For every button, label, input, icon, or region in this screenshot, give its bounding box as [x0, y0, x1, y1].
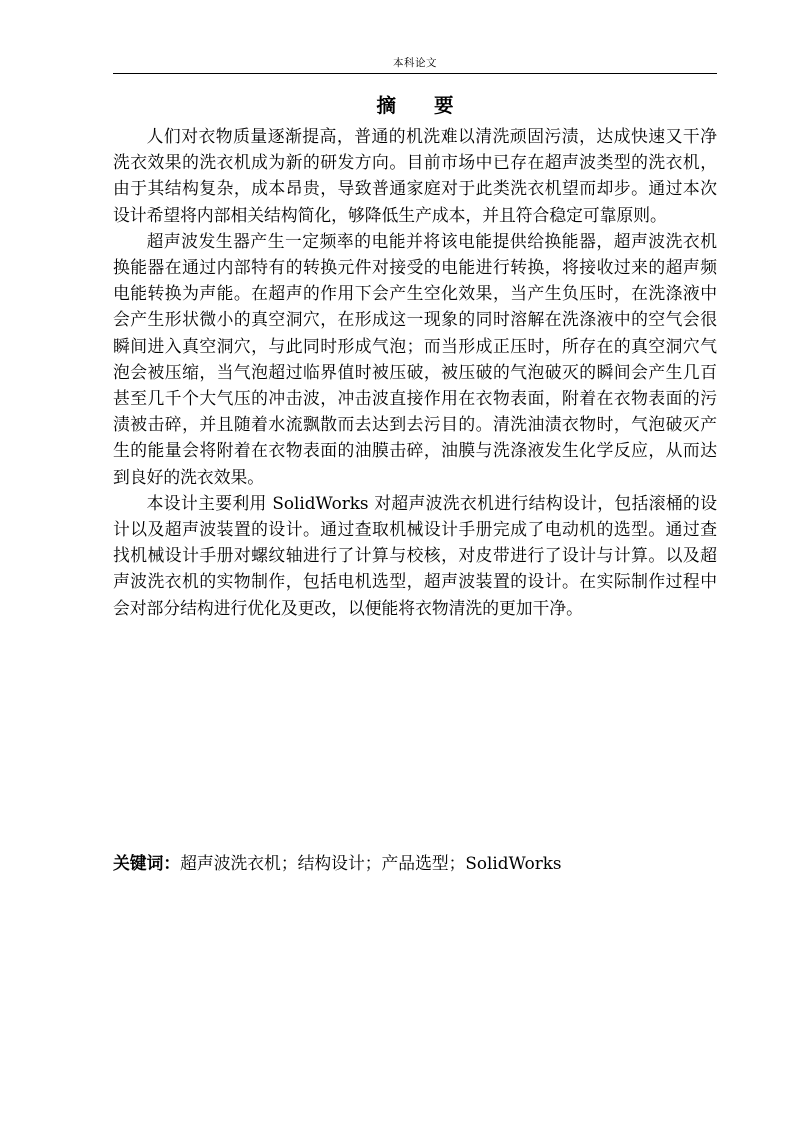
- keywords-value: 超声波洗衣机；结构设计；产品选型；SolidWorks: [180, 853, 562, 873]
- page-header: 本科论文: [393, 57, 437, 69]
- abstract-title-part1: 摘: [376, 94, 396, 117]
- abstract-paragraph-1: 人们对衣物质量逐渐提高，普通的机洗难以清洗顽固污渍，达成快速又干净洗衣效果的洗衣机成为新的研发方向。目前市场中已存在超声波类型的洗衣机，由于其结构复杂，成本昂贵，导致普通家庭对于此类洗衣机望而却步。通过本次设计希望将内部相关结构简化，够降低生产成本，并且符合稳定可靠原则。: [113, 126, 717, 225]
- abstract-paragraph-3: 本设计主要利用 SolidWorks 对超声波洗衣机进行结构设计，包括滚桶的设计以及超声波装置的设计。通过查取机械设计手册完成了电动机的选型。通过查找机械设计手册对螺纹轴进行了计算与校核，对皮带进行了设计与计算。以及超声波洗衣机的实物制作，包括电机选型，超声波装置的设计。在实际制作过程中会对部分结构进行优化及更改，以便能将衣物清洗的更加干净。: [113, 492, 717, 618]
- keywords-label: 关键词：: [113, 853, 181, 873]
- abstract-title: [113, 92, 717, 120]
- keywords-line: [113, 850, 717, 876]
- abstract-title-part2: 要: [434, 94, 454, 117]
- header-divider: [113, 73, 717, 74]
- abstract-paragraph-2: 超声波发生器产生一定频率的电能并将该电能提供给换能器，超声波洗衣机换能器在通过内部特有的转换元件对接受的电能进行转换，将接收过来的超声频电能转换为声能。在超声的作用下会产生空化效果，当产生负压时，在洗涤液中会产生形状微小的真空洞穴，在形成这一现象的同时溶解在洗涤液中的空气会很瞬间进入真空洞穴，与此同时形成气泡；而当形成正压时，所存在的真空洞穴气泡会被压缩，当气泡超过临界值时被压破，被压破的气泡破灭的瞬间会产生几百甚至几千个大气压的冲击波，冲击波直接作用在衣物表面，附着在衣物表面的污渍被击碎，并且随着水流飘散而去达到去污目的。清洗油渍衣物时，气泡破灭产生的能量会将附着在衣物表面的油膜击碎，油膜与洗涤液发生化学反应，从而达到良好的洗衣效果。: [113, 230, 717, 487]
- abstract-body: [113, 123, 717, 621]
